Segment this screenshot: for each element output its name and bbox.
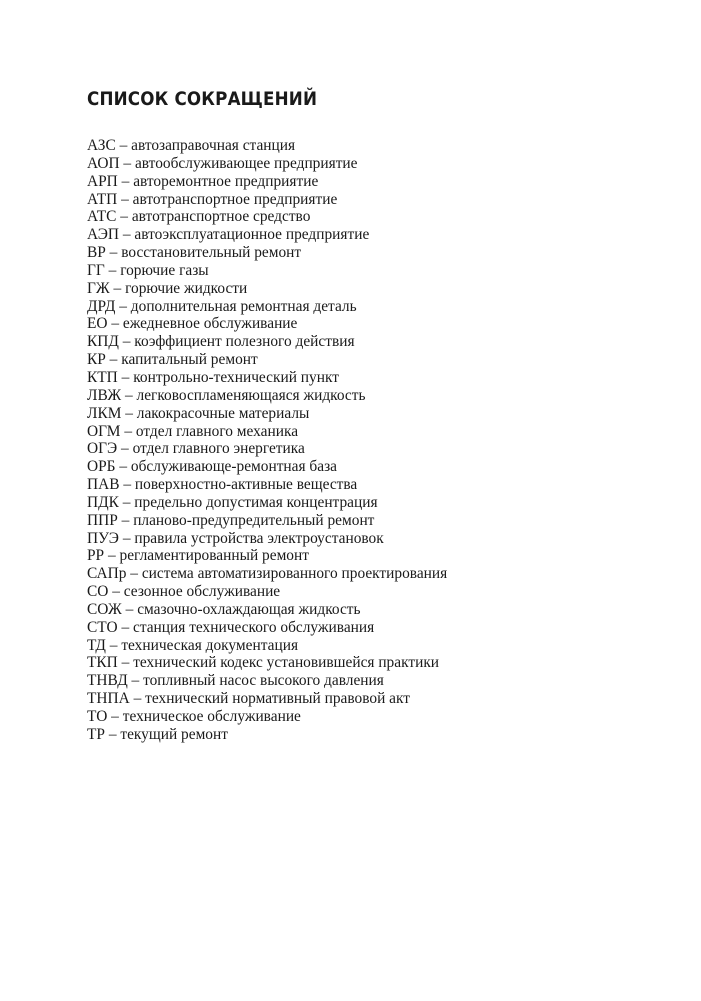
abbreviation-meaning: технический кодекс установившейся практики <box>133 654 440 672</box>
abbreviation-separator: – <box>105 244 122 262</box>
abbreviation-meaning: автообслуживающее предприятие <box>134 154 358 172</box>
abbreviation-separator: – <box>119 476 135 494</box>
abbreviation-term: АЗС <box>87 137 116 154</box>
abbreviation-separator: – <box>121 600 138 618</box>
abbreviation-separator: – <box>118 333 135 351</box>
abbreviation-term: ПУЭ <box>87 529 119 547</box>
abbreviation-separator: – <box>126 565 142 583</box>
abbreviation-separator: – <box>107 315 123 333</box>
abbreviation-term: ТНВД <box>87 672 128 690</box>
abbreviation-term: АТС <box>87 208 117 226</box>
abbreviation-entry <box>87 672 447 690</box>
abbreviation-term: ПАВ <box>87 476 120 494</box>
abbreviation-term: АТП <box>87 190 118 208</box>
abbreviation-separator: – <box>115 137 132 154</box>
abbreviation-term: ТО <box>87 708 108 725</box>
abbreviation-meaning: капитальный ремонт <box>121 351 258 369</box>
abbreviation-entry <box>87 405 447 423</box>
abbreviation-entry <box>87 226 447 244</box>
abbreviation-meaning: восстановительный ремонт <box>121 244 302 262</box>
abbreviation-entry <box>87 208 447 226</box>
abbreviation-entry <box>87 155 447 173</box>
abbreviation-separator: – <box>104 725 121 743</box>
abbreviation-meaning: автотранспортное средство <box>131 208 311 226</box>
abbreviation-separator: – <box>117 172 134 190</box>
abbreviation-entry <box>87 708 447 726</box>
abbreviation-entry <box>87 280 447 298</box>
abbreviation-meaning: планово-предупредительный ремонт <box>133 511 375 529</box>
abbreviation-term: ТР <box>87 725 105 743</box>
abbreviation-entry <box>87 494 447 512</box>
abbreviation-meaning: технический нормативный правовой акт <box>145 690 410 708</box>
abbreviation-entry <box>87 423 447 441</box>
abbreviation-separator: – <box>107 708 123 725</box>
abbreviation-term: СО <box>87 583 109 601</box>
abbreviation-term: КТП <box>87 368 118 386</box>
page-title: СПИСОК СОКРАЩЕНИЙ <box>87 88 318 110</box>
abbreviation-meaning: станция технического обслуживания <box>132 618 375 636</box>
abbreviation-separator: – <box>104 261 121 279</box>
abbreviation-entry <box>87 637 447 655</box>
abbreviation-term: ОРБ <box>87 458 116 476</box>
abbreviation-term: ПДК <box>87 493 119 511</box>
abbreviation-entry <box>87 476 447 494</box>
abbreviation-term: ГГ <box>87 261 105 279</box>
abbreviation-meaning: текущий ремонт <box>120 725 228 743</box>
abbreviation-term: СОЖ <box>87 600 122 618</box>
abbreviation-entry <box>87 351 447 369</box>
abbreviation-entry <box>87 298 447 316</box>
abbreviation-entry <box>87 137 447 155</box>
abbreviation-entry <box>87 369 447 387</box>
abbreviation-meaning: правила устройства электроустановок <box>134 529 384 547</box>
abbreviation-meaning: предельно допустимая концентрация <box>134 493 378 511</box>
abbreviation-term: АРП <box>87 172 118 190</box>
abbreviation-meaning: техническое обслуживание <box>122 708 301 725</box>
abbreviation-meaning: автоэксплуатационное предприятие <box>134 226 370 244</box>
abbreviation-meaning: легковоспламеняющаяся жидкость <box>136 386 366 404</box>
abbreviation-meaning: топливный насос высокого давления <box>143 672 384 690</box>
abbreviation-separator: – <box>117 368 134 386</box>
abbreviation-entry <box>87 530 447 548</box>
abbreviation-term: АЭП <box>87 226 120 244</box>
abbreviation-meaning: автотранспортное предприятие <box>132 190 338 208</box>
abbreviation-separator: – <box>117 190 133 208</box>
abbreviation-entry <box>87 565 447 583</box>
abbreviation-meaning: дополнительная ремонтная деталь <box>130 297 357 315</box>
abbreviation-meaning: поверхностно-активные вещества <box>134 476 358 494</box>
abbreviation-separator: – <box>117 440 133 458</box>
abbreviation-term: АОП <box>87 154 120 172</box>
abbreviation-entry <box>87 726 447 744</box>
abbreviation-separator: – <box>116 208 132 226</box>
abbreviation-meaning: автозаправочная станция <box>131 137 296 154</box>
abbreviation-entry <box>87 458 447 476</box>
abbreviation-separator: – <box>105 636 122 654</box>
abbreviation-separator: – <box>104 547 120 565</box>
abbreviation-meaning: авторемонтное предприятие <box>133 172 319 190</box>
abbreviation-term: ДРД <box>87 297 116 315</box>
abbreviation-entry <box>87 387 447 405</box>
abbreviation-term: ОГЭ <box>87 440 118 458</box>
abbreviation-entry <box>87 654 447 672</box>
abbreviation-separator: – <box>120 422 136 440</box>
abbreviation-entry <box>87 690 447 708</box>
abbreviation-meaning: горючие газы <box>120 261 209 279</box>
abbreviation-entry <box>87 619 447 637</box>
abbreviation-entry <box>87 191 447 209</box>
abbreviation-separator: – <box>117 618 133 636</box>
abbreviation-term: КР <box>87 351 106 369</box>
abbreviation-entry <box>87 333 447 351</box>
abbreviation-separator: – <box>121 386 137 404</box>
abbreviation-term: САПр <box>87 565 127 583</box>
abbreviation-separator: – <box>115 458 131 476</box>
abbreviation-meaning: отдел главного механика <box>135 422 299 440</box>
abbreviation-term: ТД <box>87 636 106 654</box>
abbreviation-meaning: отдел главного энергетика <box>132 440 305 458</box>
abbreviation-separator: – <box>119 226 135 244</box>
abbreviation-entry <box>87 512 447 530</box>
abbreviation-meaning: смазочно-охлаждающая жидкость <box>137 600 361 618</box>
abbreviation-term: ВР <box>87 244 106 262</box>
abbreviation-separator: – <box>119 154 135 172</box>
abbreviation-separator: – <box>117 654 134 672</box>
abbreviation-meaning: ежедневное обслуживание <box>122 315 298 333</box>
abbreviation-term: ЕО <box>87 315 108 333</box>
abbreviation-term: ОГМ <box>87 422 121 440</box>
abbreviation-term: ППР <box>87 511 118 529</box>
abbreviation-meaning: техническая документация <box>121 636 299 654</box>
abbreviation-entry <box>87 262 447 280</box>
abbreviation-meaning: горючие жидкости <box>125 279 248 297</box>
abbreviation-term: ТНПА <box>87 690 130 708</box>
abbreviation-term: СТО <box>87 618 118 636</box>
abbreviation-separator: – <box>129 690 146 708</box>
abbreviation-separator: – <box>121 404 137 422</box>
abbreviation-term: РР <box>87 547 105 565</box>
abbreviation-meaning: контрольно-технический пункт <box>133 368 339 386</box>
abbreviation-meaning: коэффициент полезного действия <box>134 333 355 351</box>
abbreviation-separator: – <box>127 672 144 690</box>
abbreviation-entry <box>87 440 447 458</box>
abbreviation-meaning: лакокрасочные материалы <box>136 404 310 422</box>
abbreviation-entry <box>87 547 447 565</box>
abbreviation-entry <box>87 583 447 601</box>
abbreviation-term: КПД <box>87 333 119 351</box>
abbreviation-separator: – <box>108 583 124 601</box>
abbreviation-term: ЛКМ <box>87 404 122 422</box>
abbreviation-entry <box>87 244 447 262</box>
abbreviation-term: ТКП <box>87 654 118 672</box>
abbreviation-entry <box>87 315 447 333</box>
abbreviation-term: ГЖ <box>87 279 110 297</box>
abbreviation-separator: – <box>109 279 126 297</box>
abbreviation-meaning: система автоматизированного проектирования <box>141 565 448 583</box>
abbreviation-list <box>87 137 447 744</box>
abbreviation-meaning: обслуживающе-ремонтная база <box>130 458 337 476</box>
abbreviation-separator: – <box>117 511 134 529</box>
abbreviation-meaning: регламентированный ремонт <box>119 547 309 565</box>
abbreviation-meaning: сезонное обслуживание <box>123 583 281 601</box>
abbreviation-term: ЛВЖ <box>87 386 122 404</box>
abbreviation-separator: – <box>118 529 135 547</box>
abbreviation-separator: – <box>115 297 131 315</box>
abbreviation-entry <box>87 601 447 619</box>
abbreviation-separator: – <box>118 493 135 511</box>
abbreviation-entry <box>87 173 447 191</box>
abbreviation-separator: – <box>105 351 122 369</box>
